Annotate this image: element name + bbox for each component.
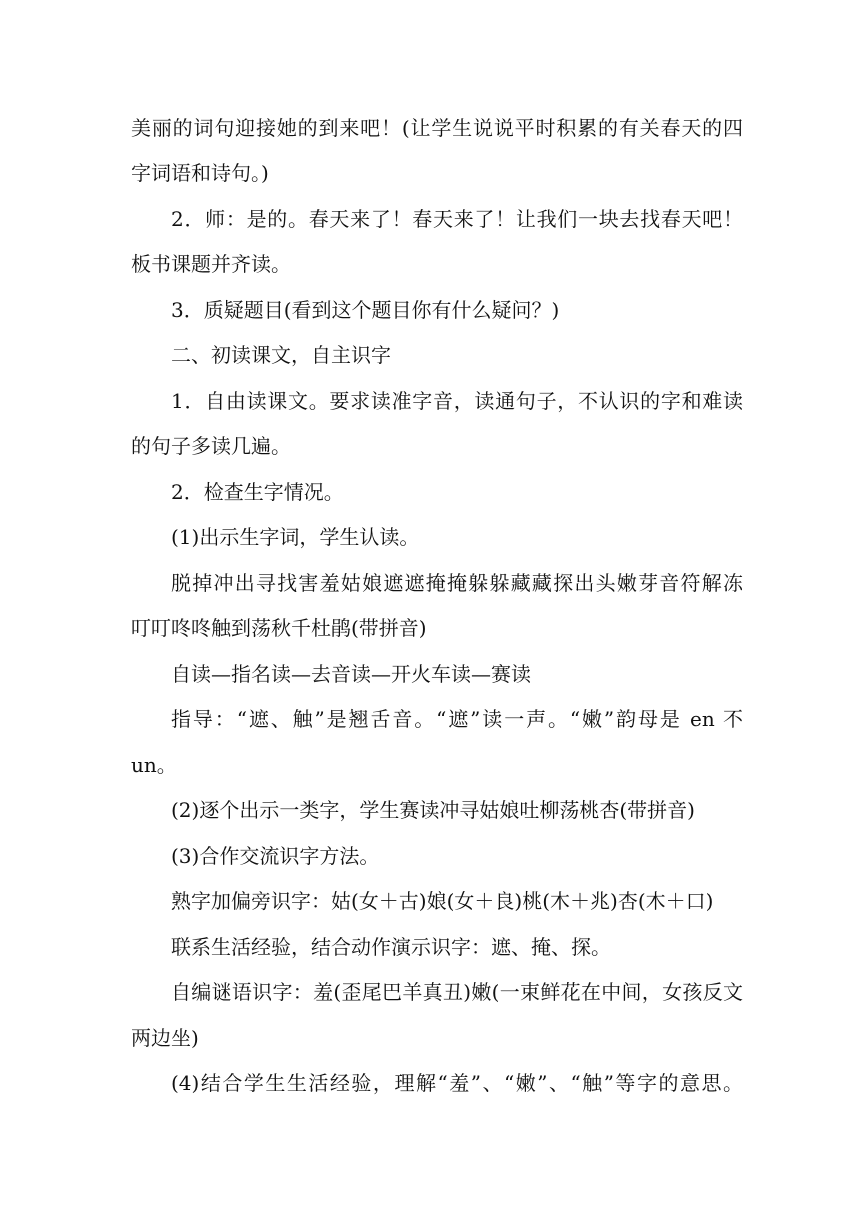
text-line: (4)结合学生生活经验，理解“羞”、“嫩”、“触”等字的意思。	[171, 1071, 743, 1095]
text-line: 3．质疑题目(看到这个题目你有什么疑问？)	[171, 298, 560, 322]
text-line: (2)逐个出示一类字，学生赛读冲寻姑娘吐柳荡桃杏(带拼音)	[171, 798, 695, 822]
text-line: 2．师：是的。春天来了！春天来了！让我们一块去找春天吧！	[171, 207, 743, 231]
text-line: 1．自由读课文。要求读准字音，读通句子，不认识的字和难读	[171, 389, 743, 413]
text-line: 指导：“遮、触”是翘舌音。“遮”读一声。“嫩”韵母是 en 不	[171, 707, 743, 731]
text-line: 字词语和诗句。)	[131, 161, 269, 185]
text-line: 自编谜语识字：羞(歪尾巴羊真丑)嫩(一束鲜花在中间，女孩反文	[171, 980, 743, 1004]
text-line: 联系生活经验，结合动作演示识字：遮、掩、探。	[171, 935, 611, 959]
text-line: 两边坐)	[131, 1026, 199, 1050]
text-line: 脱掉冲出寻找害羞姑娘遮遮掩掩躲躲藏藏探出头嫩芽音符解冻	[171, 571, 743, 595]
text-line: 叮叮咚咚触到荡秋千杜鹃(带拼音)	[131, 616, 427, 640]
text-line: 美丽的词句迎接她的到来吧！(让学生说说平时积累的有关春天的四	[131, 116, 743, 140]
text-line: 板书课题并齐读。	[131, 252, 291, 276]
text-line: un。	[131, 753, 177, 777]
text-line: (3)合作交流识字方法。	[171, 844, 380, 868]
text-line: (1)出示生字词，学生认读。	[171, 525, 420, 549]
text-line: 2．检查生字情况。	[171, 480, 344, 504]
text-line: 的句子多读几遍。	[131, 434, 291, 458]
text-line: 熟字加偏旁识字：姑(女＋古)娘(女＋良)桃(木＋兆)杏(木＋口)	[171, 889, 714, 913]
section-heading: 二、初读课文，自主识字	[171, 343, 391, 367]
text-line: 自读—指名读—去音读—开火车读—赛读	[171, 662, 531, 686]
